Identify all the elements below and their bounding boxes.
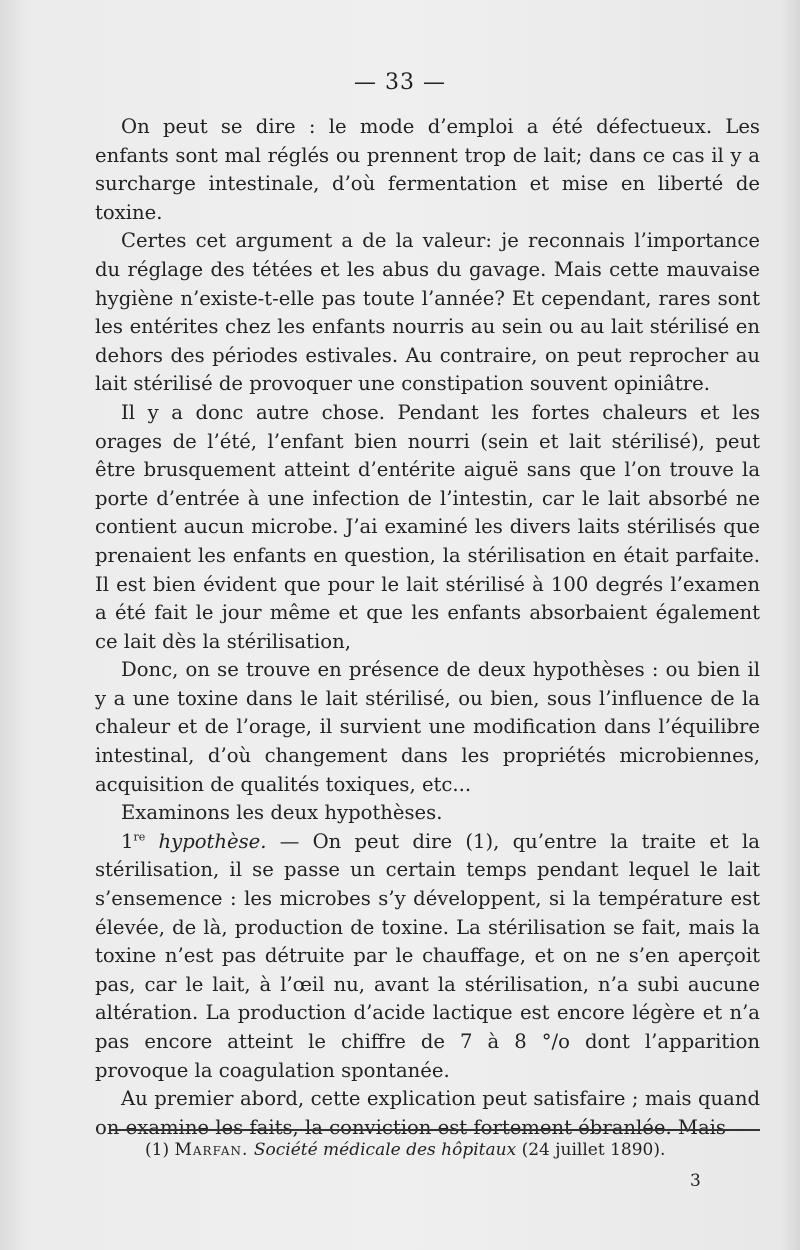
footnote-author: Marfan. xyxy=(174,1140,249,1160)
footnote-marker: (1) xyxy=(145,1140,175,1160)
signature-mark: 3 xyxy=(690,1171,701,1191)
footnote-divider xyxy=(110,1129,760,1131)
paragraph-6 xyxy=(95,828,760,1085)
hypothesis-ordinal: re xyxy=(133,830,146,844)
footnote-date: (24 juillet 1890). xyxy=(516,1140,666,1160)
hypothesis-label: hypothèse. xyxy=(158,829,267,853)
hypothesis-text: — On peut dire (1), qu’entre la traite et la stérilisation, il se passe un certain temps pendant lequel le lait s’ensemence : les microbes s’y développent, si la température est élevée, de là, production de toxine. La stérilisation se fait, mais la toxine n’est pas détruite par le chauffage, et on ne s’en aperçoit pas, car le lait, à l’œil nu, avant la stérilisation, n’a subi aucune altération. La production d’acide lactique est encore légère et n’a pas encore atteint le chiffre de 7 à 8 °/o dont l’apparition provoque la coagulation spontanée. xyxy=(95,829,760,1082)
hypothesis-number: 1 xyxy=(121,829,134,853)
paragraph-1: On peut se dire : le mode d’emploi a été défectueux. Les enfants sont mal réglés ou prennent trop de lait; dans ce cas il y a surcharge intestinale, d’où fermentation et mise en liberté de toxine. xyxy=(95,115,760,224)
paragraph-2: Certes cet argument a de la valeur: je reconnais l’importance du réglage des tétées et les abus du gavage. Mais cette mauvaise hygiène n’existe-t-elle pas toute l’année? Et cependant, rares sont les entérites chez les enfants nourris au sein ou au lait stérilisé en dehors des périodes estivales. Au contraire, on peut reprocher au lait stérilisé de provoquer une constipation souvent opiniâtre. xyxy=(95,229,760,396)
footnote xyxy=(145,1139,745,1161)
paragraph-7: Au premier abord, cette explication peut satisfaire ; mais quand on examine les faits, la conviction est fortement ébranlée. Mais xyxy=(95,1087,760,1139)
paragraph-5: Examinons les deux hypothèses. xyxy=(121,801,443,825)
body-text xyxy=(95,113,760,1142)
page-number: — 33 — xyxy=(354,70,446,95)
footnote-title: Société médicale des hôpitaux xyxy=(253,1140,517,1160)
paragraph-4: Donc, on se trouve en présence de deux hypothèses : ou bien il y a une toxine dans le lait stérilisé, ou bien, sous l’influence de la chaleur et de l’orage, il survient une modification dans l’équilibre intestinal, d’où changement dans les propriétés microbiennes, acquisition de qualités toxiques, etc... xyxy=(95,658,760,796)
paragraph-3: Il y a donc autre chose. Pendant les fortes chaleurs et les orages de l’été, l’enfant bien nourri (sein et lait stérilisé), peut être brusquement atteint d’entérite aiguë sans que l’on trouve la porte d’entrée à une infection de l’intestin, car le lait absorbé ne contient aucun microbe. J’ai examiné les divers laits stérilisés que prenaient les enfants en question, la stérilisation en était parfaite. Il est bien évident que pour le lait stérilisé à 100 degrés l’examen a été fait le jour même et que les enfants absorbaient également ce lait dès la stérilisation, xyxy=(95,400,760,653)
